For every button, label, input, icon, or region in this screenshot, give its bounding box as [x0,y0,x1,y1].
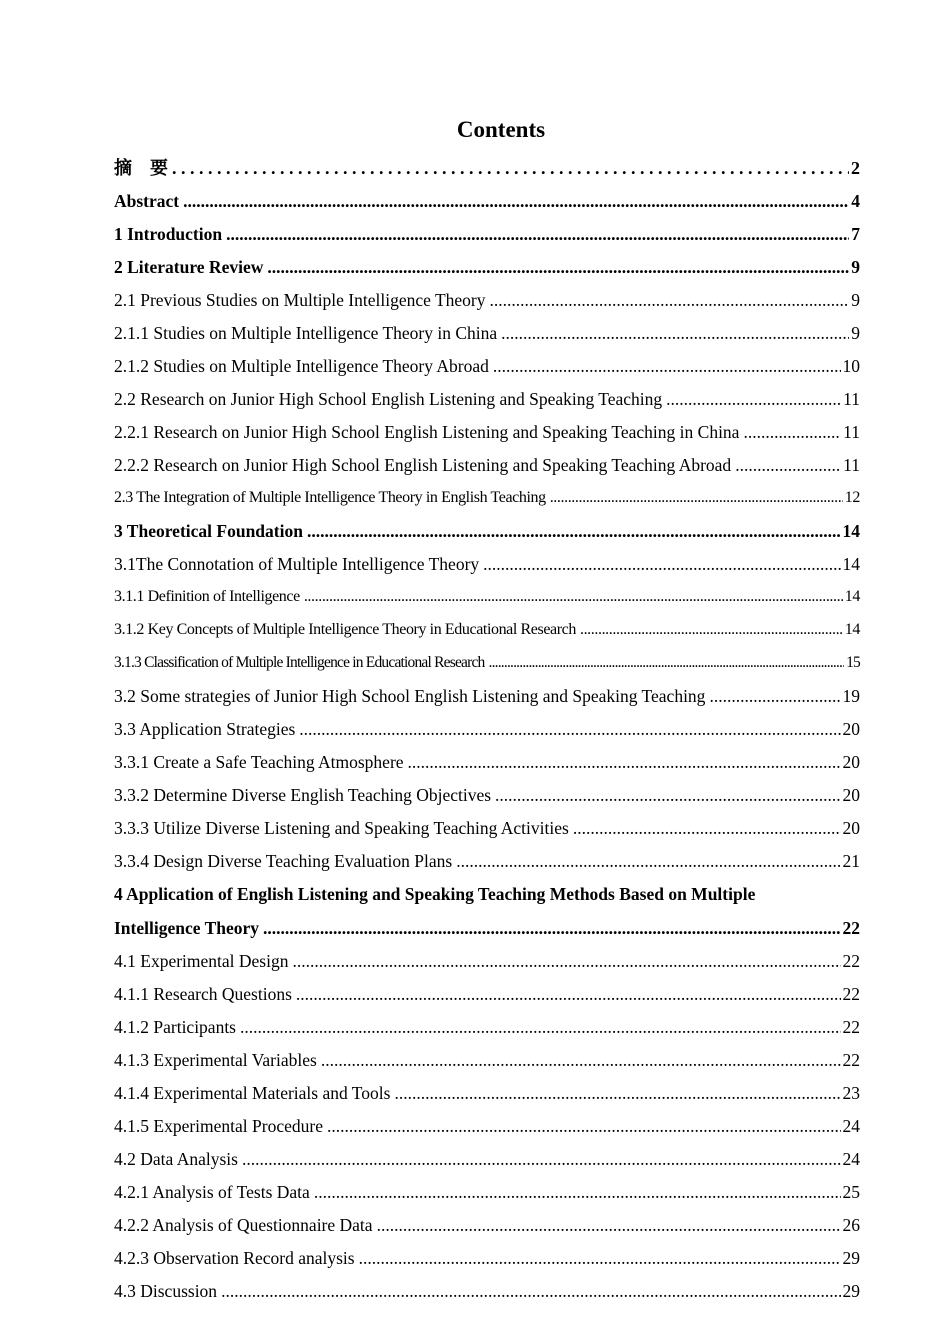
toc-entry-label: 3.3.3 Utilize Diverse Listening and Speaking Teaching Activities [114,818,569,838]
toc-entry-page: 14 [842,554,860,574]
toc-entry-page: 20 [842,752,860,772]
toc-entry-4-2-3[interactable] [114,1244,860,1277]
toc-entry-label: 摘 要 [114,158,168,178]
toc-entry-4-1-5[interactable] [114,1112,860,1145]
toc-entry-label: 2.1.1 Studies on Multiple Intelligence Theory in China [114,323,498,343]
toc-entry-page: 20 [842,719,860,739]
toc-entry-label: 3 Theoretical Foundation [114,521,303,541]
toc-entry-label: 4.1.5 Experimental Procedure [114,1116,323,1136]
toc-entry-chapter-4-line1[interactable] [114,880,860,914]
toc-leader-dots [580,616,843,644]
toc-entry-4-3[interactable] [114,1277,860,1309]
toc-entry-label: 4.1.1 Research Questions [114,984,292,1004]
toc-entry-label: 2.2 Research on Junior High School English Listening and Speaking Teaching [114,389,663,409]
toc-entry-label: 4.1.4 Experimental Materials and Tools [114,1083,391,1103]
toc-entry-abstract[interactable] [114,187,860,220]
toc-leader-dots [299,715,840,743]
toc-leader-dots [267,253,849,281]
toc-entry-4-1-3[interactable] [114,1046,860,1079]
toc-entry-page: 10 [842,356,860,376]
toc-entry-page: 24 [842,1116,860,1136]
toc-entry-label: 3.1.1 Definition of Intelligence [114,588,300,605]
toc-entry-page: 20 [842,818,860,838]
toc-entry-page: 11 [843,422,860,442]
toc-entry-page: 14 [844,588,860,605]
page-title: Contents [456,117,546,142]
toc-entry-label: 3.3.4 Design Diverse Teaching Evaluation Plans [114,851,453,871]
toc-entry-label: 3.3.2 Determine Diverse English Teaching Objectives [114,785,492,805]
toc-entry-page: 9 [851,290,860,310]
toc-leader-dots [221,1277,840,1305]
toc-leader-dots [242,1145,841,1173]
toc-entry-label: 2 Literature Review [114,257,264,277]
toc-entry-4-1[interactable] [114,947,860,980]
toc-leader-dots [296,980,841,1008]
toc-entry-page: 9 [851,323,860,343]
toc-entry-page: 2 [851,158,860,178]
toc-entry-label: 3.2 Some strategies of Junior High School English Listening and Speaking Teaching [114,686,706,706]
toc-leader-dots [183,187,849,215]
toc-entry-page: 23 [842,1083,860,1103]
toc-entry-3-3-4[interactable] [114,847,860,880]
toc-leader-dots [377,1211,841,1239]
toc-entry-label: 4 Application of English Listening and Speaking Teaching Methods Based on Multiple [114,884,756,904]
toc-leader-dots [666,385,841,413]
toc-entry-label: 4.2.2 Analysis of Questionnaire Data [114,1215,373,1235]
toc-entry-4-2-2[interactable] [114,1211,860,1244]
toc-entry-label: 2.1 Previous Studies on Multiple Intelligence Theory [114,290,486,310]
toc-entry-page: 29 [842,1281,860,1301]
toc-entry-2-2-1[interactable] [114,418,860,451]
toc-entry-page: 19 [842,686,860,706]
toc-entry-label: 4.2 Data Analysis [114,1149,238,1169]
toc-entry-label: 4.1 Experimental Design [114,951,289,971]
toc-entry-3-1[interactable] [114,550,860,583]
toc-leader-dots [709,682,840,710]
toc-entry-label: 2.1.2 Studies on Multiple Intelligence Theory Abroad [114,356,489,376]
toc-entry-label: 3.1.2 Key Concepts of Multiple Intelligence Theory in Educational Research [114,621,576,638]
toc-leader-dots [456,847,840,875]
toc-entry-page: 21 [842,851,860,871]
toc-leader-dots [493,352,841,380]
toc-entry-page: 15 [846,654,860,671]
toc-entry-label: 3.1The Connotation of Multiple Intelligence Theory [114,554,480,574]
toc-entry-page: 22 [842,1050,860,1070]
toc-entry-page: 11 [843,455,860,475]
toc-entry-page: 7 [851,224,860,244]
toc-leader-dots [501,319,849,347]
toc-leader-dots [408,748,841,776]
toc-leader-dots [743,418,841,446]
toc-entry-label: Intelligence Theory [114,918,260,938]
toc-entry-3-3-3[interactable] [114,814,860,847]
toc-leader-dots [263,914,840,942]
toc-entry-introduction[interactable] [114,220,860,253]
toc-entry-4-1-2[interactable] [114,1013,860,1046]
toc-entry-page: 14 [842,521,860,541]
toc-leader-dots [550,484,843,512]
toc-leader-dots [172,154,849,182]
toc-entry-4-1-4[interactable] [114,1079,860,1112]
toc-leader-dots [307,517,841,545]
toc-entry-2-1-1[interactable] [114,319,860,352]
toc-entry-literature-review[interactable] [114,253,860,286]
toc-entry-page: 22 [842,918,860,938]
toc-leader-dots [394,1079,840,1107]
toc-entry-page: 29 [842,1248,860,1268]
toc-leader-dots [240,1013,841,1041]
toc-entry-page: 22 [842,951,860,971]
toc-leader-dots [735,451,841,479]
toc-entry-2-2-2[interactable] [114,451,860,484]
toc-entry-label: 2.3 The Integration of Multiple Intelligence Theory in English Teaching [114,489,546,506]
toc-entry-page: 14 [844,621,860,638]
toc-entry-4-2[interactable] [114,1145,860,1178]
toc-leader-dots [490,286,850,314]
toc-leader-dots [483,550,840,578]
toc-entry-label: 4.1.2 Participants [114,1017,236,1037]
toc-leader-dots [321,1046,841,1074]
toc-entry-page: 22 [842,1017,860,1037]
toc-entry-label: 1 Introduction [114,224,223,244]
toc-entry-label: 4.2.1 Analysis of Tests Data [114,1182,310,1202]
toc-entry-page: 20 [842,785,860,805]
toc-leader-dots [292,947,840,975]
toc-entry-2-3[interactable] [114,484,860,517]
toc-entry-2-1[interactable] [114,286,860,319]
toc-entry-4-2-1[interactable] [114,1178,860,1211]
toc-leader-dots [226,220,849,248]
toc-entry-3-2[interactable] [114,682,860,715]
table-of-contents [114,154,860,1309]
toc-entry-3-1-2[interactable] [114,616,860,649]
toc-entry-page: 25 [842,1182,860,1202]
toc-leader-dots [304,583,843,611]
toc-entry-4-1-1[interactable] [114,980,860,1013]
toc-leader-dots [489,649,845,677]
toc-entry-3-3-1[interactable] [114,748,860,781]
toc-leader-dots [573,814,841,842]
toc-entry-3-1-3[interactable] [114,649,860,682]
toc-entry-label: 4.1.3 Experimental Variables [114,1050,317,1070]
toc-entry-theoretical-foundation[interactable] [114,517,860,550]
toc-leader-dots [314,1178,841,1206]
toc-entry-3-3-2[interactable] [114,781,860,814]
toc-entry-label: 4.2.3 Observation Record analysis [114,1248,355,1268]
toc-entry-label: 3.1.3 Classification of Multiple Intelligence in Educational Research [114,654,485,671]
toc-entry-page: 9 [851,257,860,277]
toc-entry-page: 11 [843,389,860,409]
toc-entry-page: 12 [844,489,860,506]
toc-entry-label: 2.2.1 Research on Junior High School English Listening and Speaking Teaching in China [114,422,740,442]
toc-entry-3-1-1[interactable] [114,583,860,616]
toc-leader-dots [327,1112,841,1140]
toc-entry-page: 26 [842,1215,860,1235]
toc-entry-label: 2.2.2 Research on Junior High School English Listening and Speaking Teaching Abroad [114,455,732,475]
toc-entry-chapter-4-line2[interactable] [114,914,860,947]
toc-leader-dots [359,1244,841,1272]
toc-entry-label: 3.3 Application Strategies [114,719,296,739]
toc-entry-2-1-2[interactable] [114,352,860,385]
toc-leader-dots [495,781,840,809]
toc-entry-label: Abstract [114,191,180,211]
toc-entry-page: 24 [842,1149,860,1169]
toc-entry-page: 22 [842,984,860,1004]
toc-entry-abstract-chinese[interactable] [114,154,860,187]
toc-entry-page: 4 [851,191,860,211]
toc-entry-2-2[interactable] [114,385,860,418]
toc-entry-3-3[interactable] [114,715,860,748]
toc-entry-label: 3.3.1 Create a Safe Teaching Atmosphere [114,752,404,772]
toc-entry-label: 4.3 Discussion [114,1281,218,1301]
